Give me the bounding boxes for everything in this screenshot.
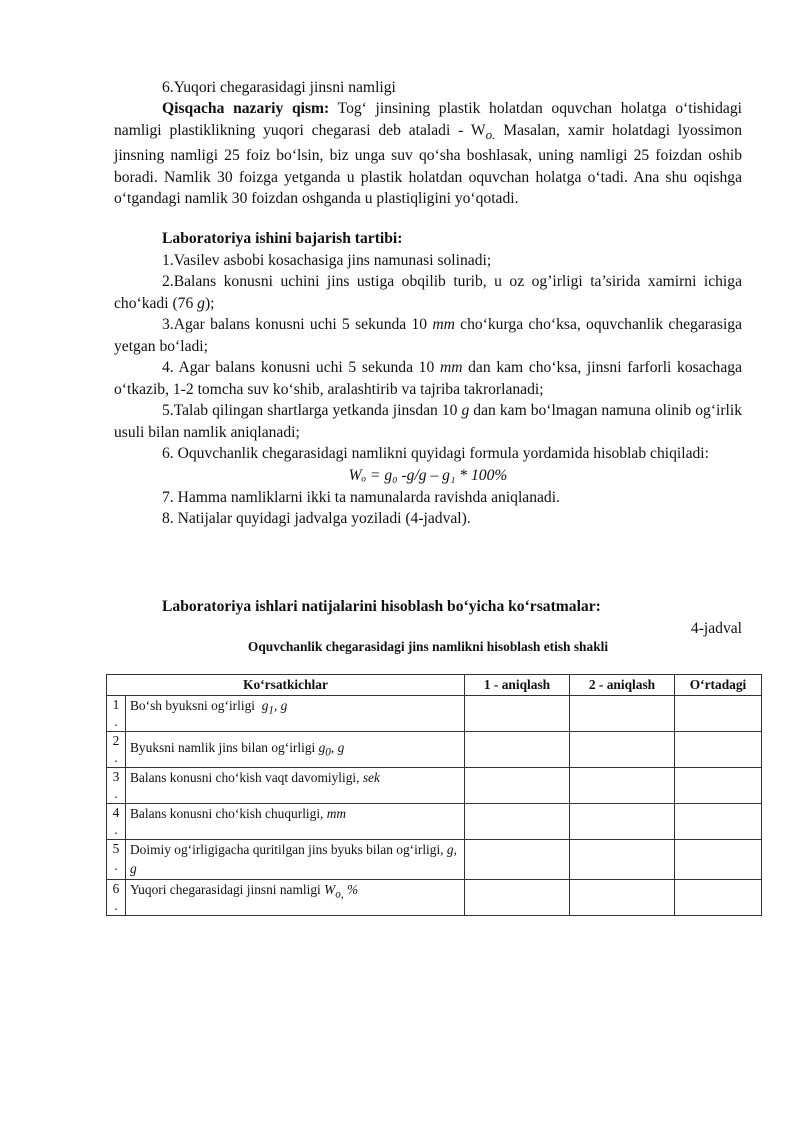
table-number: 4-jadval (690, 619, 742, 637)
row-label: Bo‘sh byuksni og‘irligi $g_1$, g (126, 696, 465, 732)
step-7: 7. Hamma namliklarni ikki ta namunalarda ravishda aniqlanadi. (162, 488, 560, 506)
cell-average[interactable] (675, 696, 762, 732)
cell-average[interactable] (675, 880, 762, 916)
header-first: 1 - aniqlash (465, 675, 570, 696)
step-5: 5.Talab qilingan shartlarga yetkanda jinsdan 10 g dan kam bo‘lmagan namuna olinib og‘irlik usuli bilan namlik aniqlanadi; (114, 402, 743, 441)
theory-text2: Masalan, xamir holatdagi lyossimon jinsning namligi 25 foiz bo‘lsin, biz unga suv qo‘sha boshlasak, uning namligi 25 foizdan oshib boradi. Namlik 30 foizga yetganda u plastik holatdan oquvchan holatga o‘tadi. Ana shu oqishga o‘tgandagi namlik 30 foizdan oshganda u plastiqligini yo‘qotadi. (114, 121, 743, 208)
cell-first[interactable] (465, 768, 570, 804)
row-label: Doimiy og‘irligigacha quritilgan jins byuks bilan og‘irligi, g, g (126, 840, 465, 880)
row-number: 1 . (107, 696, 126, 732)
cell-second[interactable] (570, 696, 675, 732)
table-row (107, 804, 762, 840)
cell-first[interactable] (465, 696, 570, 732)
table-row (107, 696, 762, 732)
row-label: Yuqori chegarasidagi jinsni namligi $W_{o,}$ % (126, 880, 465, 916)
table-header-row (107, 675, 762, 696)
cell-second[interactable] (570, 732, 675, 768)
section-heading: 6.Yuqori chegarasidagi jinsni namligi (162, 79, 396, 96)
cell-second[interactable] (570, 768, 675, 804)
row-label: Byuksni namlik jins bilan og‘irligi $g_0$, g (126, 732, 465, 768)
step-3: 3.Agar balans konusni uchi 5 sekunda 10 mm cho‘kurga cho‘ksa, oquvchanlik chegarasiga yetgan bo‘ladi; (114, 316, 743, 355)
row-label: Balans konusni cho‘kish vaqt davomiyligi, sek (126, 768, 465, 804)
cell-average[interactable] (675, 804, 762, 840)
table-caption: Oquvchanlik chegarasidagi jins namlikni hisoblash etish shakli (247, 639, 609, 654)
table-row (107, 732, 762, 768)
step-2: 2.Balans konusni uchini jins ustiga obqilib turib, u oz og’irligi ta’sirida xamirni ichiga cho‘kadi (76 g); (114, 273, 742, 312)
step-4: 4. Agar balans konusni uchi 5 sekunda 10 mm dan kam cho‘ksa, jinsni farforli kosachaga o‘tkazib, 1-2 tomcha suv ko‘shib, aralashtirib va tajriba takrorlanadi; (114, 359, 742, 398)
cell-average[interactable] (675, 732, 762, 768)
results-section (114, 596, 742, 655)
cell-second[interactable] (570, 840, 675, 880)
row-number: 6 . (107, 880, 126, 916)
step-8: 8. Natijalar quyidagi jadvalga yoziladi (4-jadval). (162, 510, 471, 527)
cell-second[interactable] (570, 880, 675, 916)
step-6: 6. Oquvchanlik chegarasidagi namlikni quyidagi formula yordamida hisoblab chiqiladi: (162, 445, 709, 462)
row-number: 4 . (107, 804, 126, 840)
row-number: 3 . (107, 768, 126, 804)
cell-first[interactable] (465, 804, 570, 840)
theory-paragraph (114, 98, 742, 210)
table-row (107, 768, 762, 804)
header-second: 2 - aniqlash (570, 675, 675, 696)
step-1: 1.Vasilev asbobi kosachasiga jins namunasi solinadi; (162, 251, 492, 269)
theory-sub: o. (485, 126, 496, 142)
results-table (106, 674, 762, 916)
table-row (107, 840, 762, 880)
procedure-title: Laboratoriya ishini bajarish tartibi: (162, 230, 403, 247)
theory-text: Tog‘ jinsining plastik holatdan oquvchan holatga o‘tishidagi namligi plastiklikning yuqori chegarasi deb ataladi - W (114, 100, 742, 139)
header-indicators: Ko‘rsatkichlar (107, 675, 465, 696)
row-number: 2 . (107, 732, 126, 768)
cell-first[interactable] (465, 880, 570, 916)
row-label: Balans konusni cho‘kish chuqurligi, mm (126, 804, 465, 840)
cell-average[interactable] (675, 840, 762, 880)
theory-label: Qisqacha nazariy qism: (162, 100, 330, 117)
formula: Wₒ = g₀ -g/g – g₁ * 100% (348, 466, 508, 484)
row-number: 5 . (107, 840, 126, 880)
header-average: O‘rtadagi (675, 675, 762, 696)
table-row (107, 880, 762, 916)
results-title: Laboratoriya ishlari natijalarini hisoblash bo‘yicha ko‘rsatmalar: (162, 598, 601, 615)
cell-first[interactable] (465, 732, 570, 768)
cell-second[interactable] (570, 804, 675, 840)
cell-average[interactable] (675, 768, 762, 804)
procedure-section (114, 228, 742, 530)
cell-first[interactable] (465, 840, 570, 880)
